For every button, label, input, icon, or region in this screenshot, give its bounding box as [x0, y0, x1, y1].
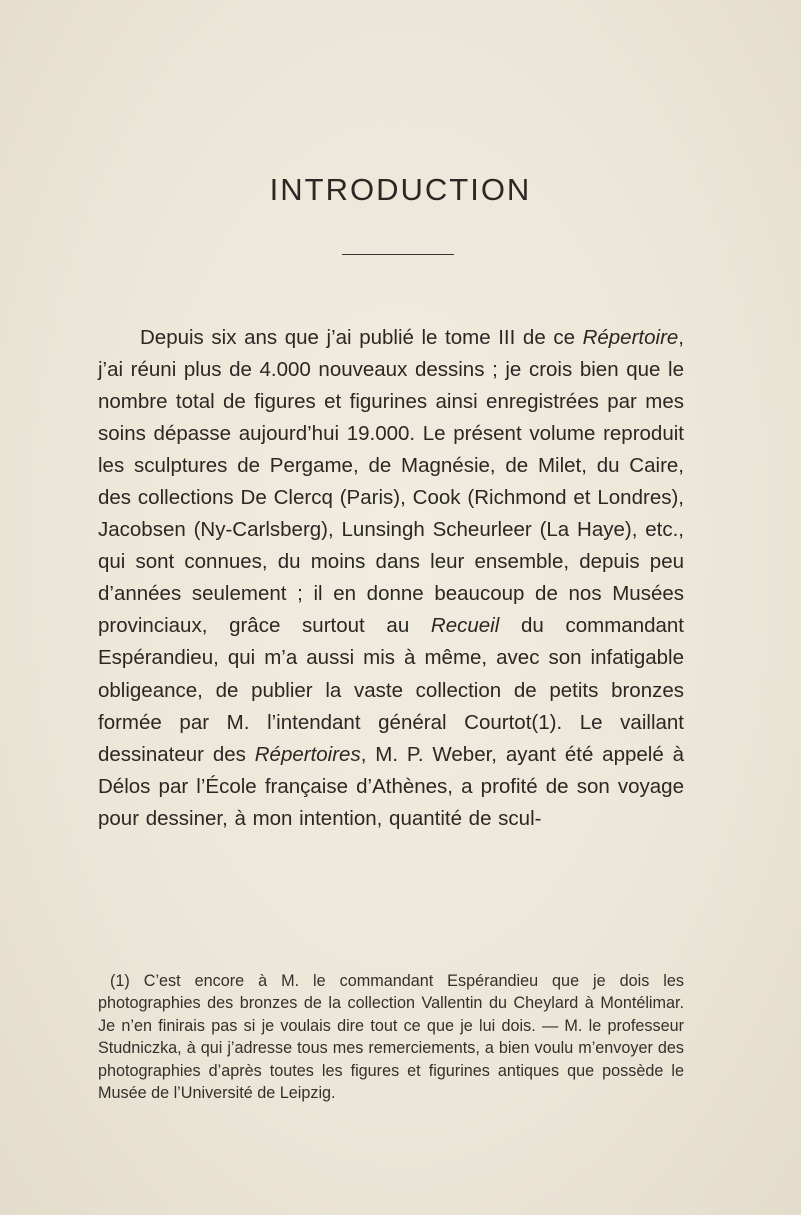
- text-segment: , j’ai réuni plus de 4.000 nouveaux dessins ; je crois bien que le nombre total de figures et figurines ainsi enregistrées par mes soins dépasse aujourd’hui 19.000. Le présent volume reproduit les sculptures de Pergame, de Magnésie, de Milet, du Caire, des collections De Clercq (Paris), Cook (Richmond et Londres), Jacobsen (Ny-Carlsberg), Lunsingh Scheurleer (La Haye), etc., qui sont connues, du moins dans leur ensemble, depuis peu d’années seulement ; il en donne beaucoup de nos Musées provinciaux, grâce surtout au: [98, 326, 684, 638]
- italic-title-repertoires: Répertoires: [254, 742, 361, 766]
- page-heading: INTRODUCTION: [269, 172, 532, 207]
- heading-rule: [342, 254, 454, 255]
- text-segment: , M. P. Weber, ayant été appelé à Délos par l’École française d’Athènes, a profité de son voyage pour dessiner, à mon intention, quantité de scul-: [98, 742, 684, 830]
- italic-title-repertoire: Répertoire: [582, 326, 679, 349]
- italic-title-recueil: Recueil: [430, 614, 500, 638]
- text-segment: du commandant Espérandieu, qui m’a aussi mis à même, avec son infatigable obligeance, de publier la vaste collection de petits bronzes formée par M. l’intendant général Courtot(1). Le vaillant dessinateur des: [98, 614, 684, 766]
- text-segment: Depuis six ans que j’ai publié le tome III de ce: [140, 326, 583, 349]
- main-paragraph: [98, 322, 684, 835]
- footnote: (1) C’est encore à M. le commandant Espérandieu que je dois les photographies des bronzes de la collection Vallentin du Cheylard à Montélimar. Je n’en finirais pas si je voulais dire tout ce que je lui dois. — M. le professeur Studniczka, à qui j’adresse tous mes remerciements, a bien voulu m’envoyer des photographies d’après toutes les figures et figurines antiques que possède le Musée de l’Université de Leipzig.: [98, 972, 684, 1103]
